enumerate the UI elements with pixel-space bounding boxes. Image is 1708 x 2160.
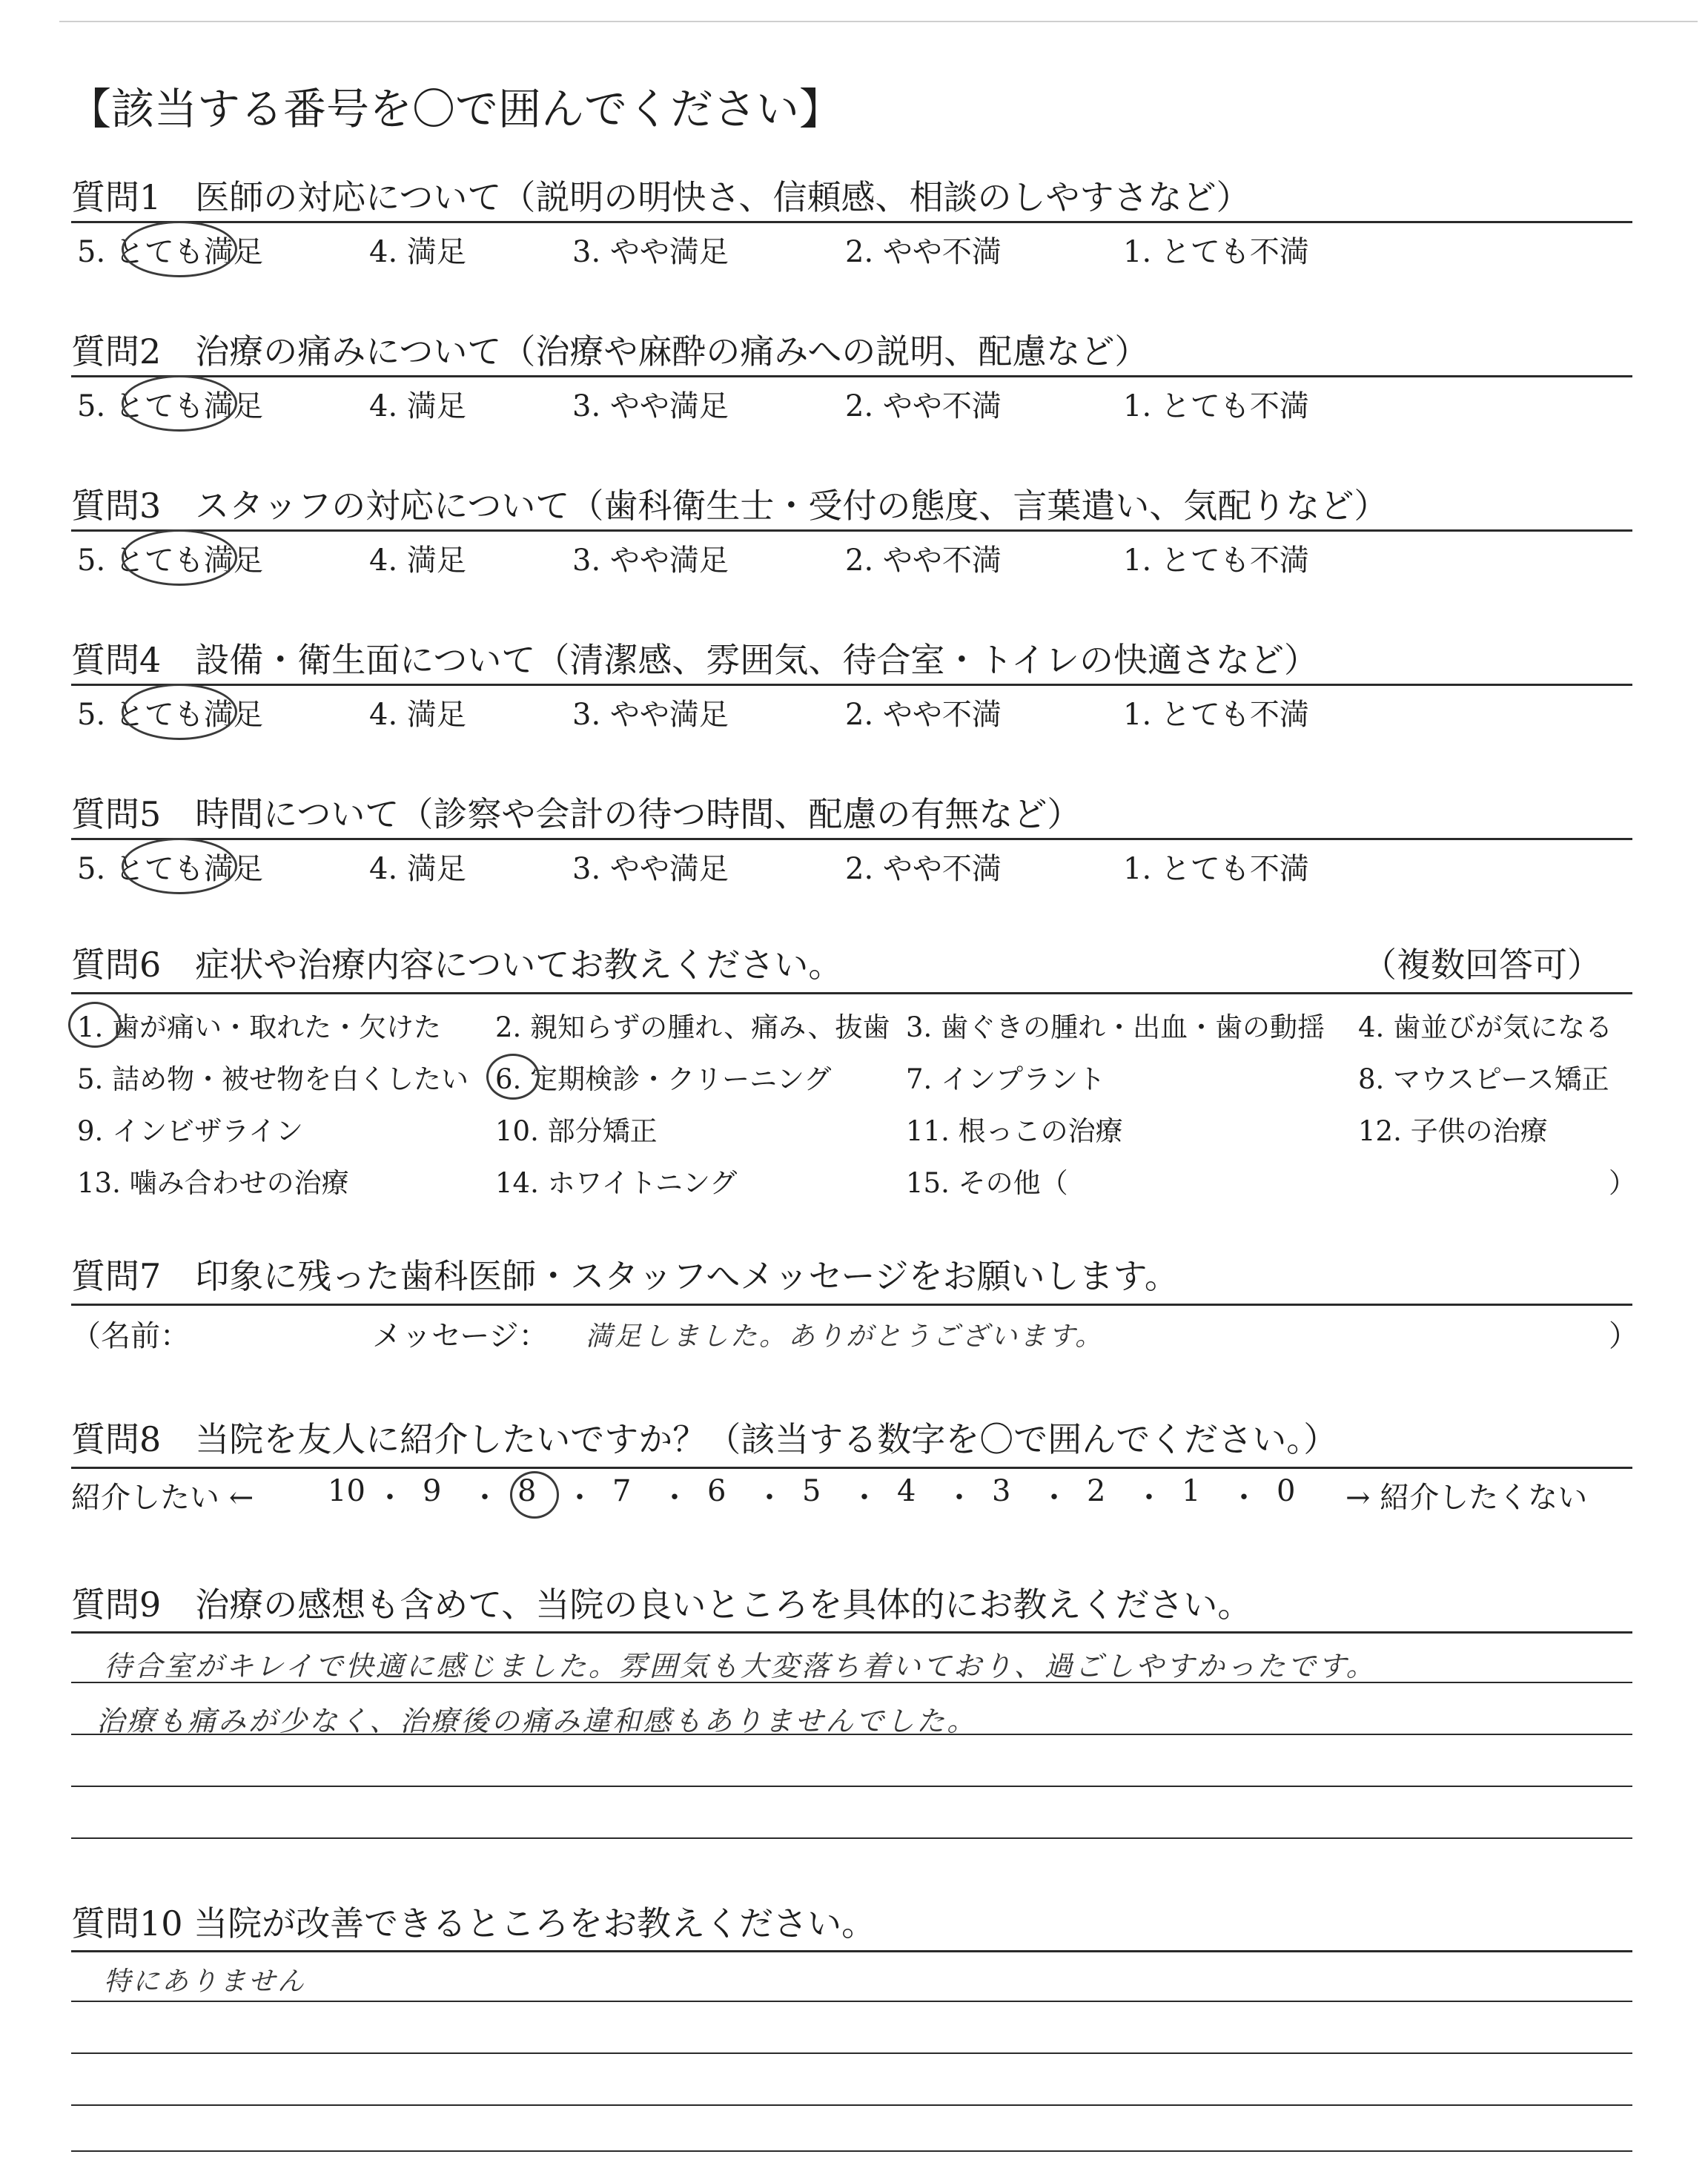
question-3-rule <box>71 529 1632 532</box>
q8-scale-separator: ・ <box>1229 1481 1259 1515</box>
q10-rule <box>71 1950 1632 1952</box>
question-1-option: 4. 満足 <box>369 235 466 269</box>
q8-rule <box>71 1467 1632 1469</box>
question-3-label: 質問3 スタッフの対応について（歯科衛生士・受付の態度、言葉遣い、気配りなど） <box>71 486 1388 526</box>
q8-scale-number: 4 <box>897 1474 916 1508</box>
question-2-option: 5. とても満足 <box>77 389 263 423</box>
q6-option: ） <box>1609 1167 1636 1199</box>
selection-circle <box>122 838 237 894</box>
question-4-option: 1. とても不満 <box>1123 698 1309 732</box>
selection-circle <box>510 1471 559 1519</box>
question-4-option: 2. やや不満 <box>845 698 1002 732</box>
question-2-label: 質問2 治療の痛みについて（治療や麻酔の痛みへの説明、配慮など） <box>71 331 1149 371</box>
question-4-option: 3. やや満足 <box>572 698 729 732</box>
q8-scale-number: 1 <box>1182 1474 1201 1508</box>
question-3-option: 5. とても満足 <box>77 544 263 578</box>
question-5-option: 4. 満足 <box>369 852 466 886</box>
q10-write-line <box>71 2150 1632 2152</box>
question-5-option: 2. やや不満 <box>845 852 1002 886</box>
q6-option: 9. インビザライン <box>77 1115 303 1147</box>
question-1-option: 1. とても不満 <box>1123 235 1309 269</box>
q9-write-line <box>71 1734 1632 1735</box>
q8-left-label: 紹介したい ← <box>71 1481 254 1515</box>
q6-option: 13. 噛み合わせの治療 <box>77 1167 349 1199</box>
q6-option: 6. 定期検診・クリーニング <box>495 1063 832 1095</box>
q7-rule <box>71 1304 1632 1306</box>
q7-name-label: （名前： <box>71 1319 190 1353</box>
q6-option: 14. ホワイトニング <box>495 1167 738 1199</box>
q8-scale-number: 2 <box>1087 1474 1106 1508</box>
q10-write-line <box>71 2052 1632 2054</box>
q7-message-label: メッセージ： <box>372 1319 549 1353</box>
question-4-rule <box>71 684 1632 686</box>
question-3-option: 4. 満足 <box>369 544 466 578</box>
selection-circle <box>122 529 237 586</box>
selection-circle <box>486 1054 540 1100</box>
q8-scale-number: 9 <box>423 1474 442 1508</box>
question-5-option: 1. とても不満 <box>1123 852 1309 886</box>
q8-scale-separator: ・ <box>1039 1481 1069 1515</box>
q8-scale-separator: ・ <box>565 1481 595 1515</box>
question-1-rule <box>71 221 1632 223</box>
q8-scale-separator: ・ <box>850 1481 879 1515</box>
q8-scale-number: 5 <box>802 1474 821 1508</box>
selection-circle <box>122 375 237 432</box>
question-4-option: 4. 満足 <box>369 698 466 732</box>
q7-close: ） <box>1609 1319 1638 1353</box>
q8-scale-separator: ・ <box>470 1481 500 1515</box>
q6-option: 7. インプラント <box>906 1063 1106 1095</box>
question-2-rule <box>71 375 1632 377</box>
q6-option: 15. その他（ <box>906 1167 1068 1199</box>
page-top-edge <box>59 21 1698 22</box>
question-2-option: 4. 満足 <box>369 389 466 423</box>
q9-write-line <box>71 1682 1632 1683</box>
q9-label: 質問9 治療の感想も含めて、当院の良いところを具体的にお教えください。 <box>71 1585 1252 1625</box>
q9-answer-line-2: 治療も痛みが少なく、治療後の痛み違和感もありませんでした。 <box>96 1705 978 1737</box>
q6-option: 2. 親知らずの腫れ、痛み、抜歯 <box>495 1011 890 1043</box>
question-5-option: 3. やや満足 <box>572 852 729 886</box>
q6-option: 10. 部分矯正 <box>495 1115 658 1147</box>
question-2-option: 3. やや満足 <box>572 389 729 423</box>
question-1-label: 質問1 医師の対応について（説明の明快さ、信頼感、相談のしやすさなど） <box>71 177 1251 217</box>
q7-message-text: 満足しました。ありがとうございます。 <box>586 1321 1105 1352</box>
q6-option: 3. 歯ぐきの腫れ・出血・歯の動揺 <box>906 1011 1325 1043</box>
q8-scale-separator: ・ <box>375 1481 405 1515</box>
q8-scale-number: 7 <box>612 1474 632 1508</box>
q10-answer: 特にありません <box>104 1966 307 1997</box>
q6-option: 5. 詰め物・被せ物を白くしたい <box>77 1063 469 1095</box>
q6-note: （複数回答可） <box>1363 945 1601 985</box>
q9-rule <box>71 1631 1632 1634</box>
q6-rule <box>71 992 1632 994</box>
q6-option: 4. 歯並びが気になる <box>1358 1011 1613 1043</box>
question-1-option: 3. やや満足 <box>572 235 729 269</box>
selection-circle <box>122 221 237 277</box>
question-4-label: 質問4 設備・衛生面について（清潔感、雰囲気、待合室・トイレの快適さなど） <box>71 640 1319 680</box>
q8-scale-separator: ・ <box>1134 1481 1164 1515</box>
q8-scale-separator: ・ <box>660 1481 689 1515</box>
question-1-option: 5. とても満足 <box>77 235 263 269</box>
q7-label: 質問7 印象に残った歯科医師・スタッフへメッセージをお願いします。 <box>71 1256 1179 1296</box>
question-5-option: 5. とても満足 <box>77 852 263 886</box>
question-3-option: 1. とても不満 <box>1123 544 1309 578</box>
q6-option: 8. マウスピース矯正 <box>1358 1063 1609 1095</box>
q9-write-line <box>71 1786 1632 1787</box>
q10-label: 質問10 当院が改善できるところをお教えください。 <box>71 1903 876 1943</box>
q10-write-line <box>71 2104 1632 2106</box>
q6-option: 12. 子供の治療 <box>1358 1115 1548 1147</box>
question-3-option: 2. やや不満 <box>845 544 1002 578</box>
q8-scale-number: 3 <box>992 1474 1011 1508</box>
question-5-label: 質問5 時間について（診察や会計の待つ時間、配慮の有無など） <box>71 794 1082 834</box>
q8-scale-separator: ・ <box>755 1481 784 1515</box>
question-5-rule <box>71 838 1632 840</box>
q8-right-label: → 紹介したくない <box>1345 1481 1588 1515</box>
q8-scale-number: 6 <box>707 1474 726 1508</box>
q8-scale-number: 8 <box>517 1474 537 1508</box>
question-4-option: 5. とても満足 <box>77 698 263 732</box>
q8-label: 質問8 当院を友人に紹介したいですか？（該当する数字を〇で囲んでください。） <box>71 1419 1338 1459</box>
q6-option: 1. 歯が痛い・取れた・欠けた <box>77 1011 442 1043</box>
q9-write-line <box>71 1837 1632 1839</box>
question-3-option: 3. やや満足 <box>572 544 729 578</box>
question-1-option: 2. やや不満 <box>845 235 1002 269</box>
q9-answer-line-1: 待合室がキレイで快適に感じました。雰囲気も大変落ち着いており、過ごしやすかったです。 <box>104 1650 1377 1682</box>
q10-write-line <box>71 2001 1632 2002</box>
selection-circle <box>122 684 237 740</box>
q8-scale-number: 0 <box>1277 1474 1296 1508</box>
q8-scale-separator: ・ <box>944 1481 974 1515</box>
question-2-option: 2. やや不満 <box>845 389 1002 423</box>
q8-scale-number: 10 <box>328 1474 365 1508</box>
selection-circle <box>68 1002 122 1048</box>
page-title: 【該当する番号を〇で囲んでください】 <box>68 84 843 134</box>
q6-label: 質問6 症状や治療内容についてお教えください。 <box>71 945 843 985</box>
q6-option: 11. 根っこの治療 <box>906 1115 1123 1147</box>
question-2-option: 1. とても不満 <box>1123 389 1309 423</box>
